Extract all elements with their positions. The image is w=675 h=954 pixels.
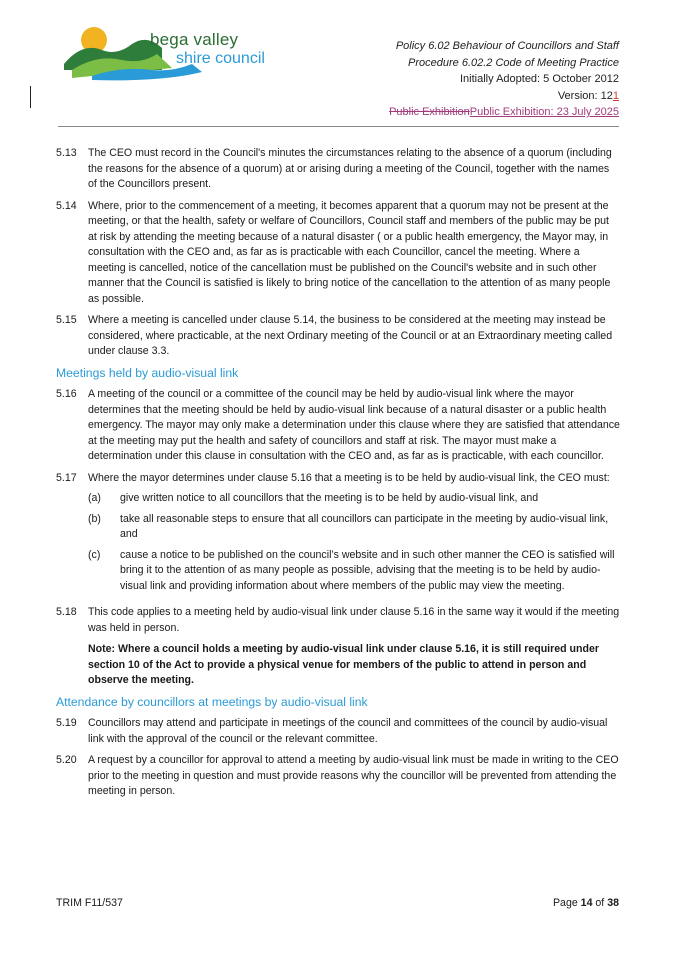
- exhibition-inserted: Public Exhibition:: [469, 106, 557, 118]
- sub-item-text: cause a notice to be published on the council’s website and in such other manner the CEO is satisfied will bring it to the attention of as many people as possible, advising that the meeting is to be held by audio-visual link and providing information about where members of the public may view the meeting.: [120, 548, 615, 592]
- of-word: of: [592, 897, 608, 909]
- page-number: [553, 897, 619, 909]
- clause: [56, 716, 620, 747]
- procedure-title: Procedure 6.02.2 Code of Meeting Practice: [408, 56, 619, 69]
- total-pages: 38: [607, 897, 619, 909]
- logo-text-shire-council: shire council: [176, 50, 265, 67]
- council-logo: [62, 20, 282, 90]
- sub-item: [88, 548, 620, 595]
- sub-item: [88, 512, 620, 543]
- clause-text: Where a meeting is cancelled under clause 5.14, the business to be considered at the meeting may instead be considered, where practicable, at the next Ordinary meeting of the Council or at an Extraordinary meeting called under clause 3.3.: [88, 314, 613, 357]
- sub-item-label: (a): [88, 492, 101, 504]
- clause: [56, 387, 620, 465]
- logo-text-bega-valley: bega valley: [150, 30, 239, 49]
- clause-text: A meeting of the council or a committee of the council may be held by audio-visual link where the mayor determines that the meeting should be held by audio-visual link because of a natural disaster or a public health emergency. The mayor may only make a determination under this clause where they are satisfied that attendance at the meeting may put the health and safety of councillors and staff at risk. The mayor must make a determination under this clause in consultation with the CEO and, as far as is practicable, with each councillor.: [88, 388, 620, 462]
- clause-number: 5.20: [56, 754, 77, 766]
- change-bar: [30, 86, 31, 108]
- clause-number: 5.18: [56, 606, 77, 618]
- page-footer: [56, 897, 619, 909]
- clause-number: 5.16: [56, 388, 77, 400]
- document-header: [389, 38, 619, 121]
- exhibition-deleted: Public Exhibition: [389, 106, 470, 118]
- document-body: [56, 146, 620, 806]
- clause: [56, 471, 620, 600]
- clause-text: Where, prior to the commencement of a meeting, it becomes apparent that a quorum may not be present at the meeting, or that the health, safety or welfare of Councillors, Council staff and members of the public may be put at risk by attending the meeting because of a natural disaster ( or a public health emergency, the Mayor may, in consultation with the CEO and, as far as is practicable with each Councillor, cancel the meeting. Where a meeting is cancelled, notice of the cancellation must be published on the Council's website and in such other manner that the Council is satisfied is likely to bring notice of the cancellation to the attention of as many people as possible.: [88, 199, 611, 305]
- clause: [56, 199, 620, 308]
- policy-title: Policy 6.02 Behaviour of Councillors and Staff: [395, 40, 619, 52]
- exhibition-date: 23 July 2025: [556, 106, 619, 118]
- adopted-date: Initially Adopted: 5 October 2012: [460, 73, 619, 85]
- exhibition-line: [389, 104, 619, 121]
- clause-text: Councillors may attend and participate in meetings of the council and committees of the council by audio-visual link with the approval of the council or the relevant committee.: [88, 717, 608, 745]
- clause-number: 5.17: [56, 471, 77, 484]
- sub-item-text: give written notice to all councillors that the meeting is to be held by audio-visual link, and: [120, 492, 539, 504]
- clause: [56, 313, 620, 360]
- clause-number: 5.15: [56, 314, 77, 326]
- trim-reference: TRIM F11/537: [56, 897, 123, 909]
- clause-number: 5.13: [56, 147, 77, 159]
- page-word: Page: [552, 897, 581, 909]
- note-paragraph: Note: Where a council holds a meeting by audio-visual link under clause 5.16, it is still required under section 10 of the Act to provide a physical venue for members of the public to attend in person and observe the meeting.: [88, 643, 599, 686]
- clause-body: [88, 471, 620, 600]
- clause-text: A request by a councillor for approval to attend a meeting by audio-visual link must be made in writing to the CEO prior to the meeting in question and must provide reasons why the councillor will be prevented from attending the meeting in person.: [88, 754, 619, 797]
- header-divider: [58, 126, 619, 127]
- clause: [56, 753, 620, 800]
- version-label: Version: 12: [557, 89, 613, 102]
- version-change: 1: [612, 89, 619, 102]
- sub-item: [88, 491, 620, 507]
- clause-text: The CEO must record in the Council's minutes the circumstances relating to the absence of a quorum (including the reasons for the absence of a quorum) at or arising during a meeting of the Council, together with the names of the Councillors present.: [88, 147, 612, 190]
- version-line: [389, 88, 619, 105]
- section-heading-attendance: Attendance by councillors at meetings by audio-visual link: [56, 694, 368, 709]
- clause-text: This code applies to a meeting held by audio-visual link under clause 5.16 in the same way it would if the meeting was held in person.: [88, 606, 620, 634]
- sub-item-label: (b): [88, 512, 101, 525]
- clause-number: 5.14: [56, 199, 77, 212]
- clause: [56, 146, 620, 193]
- current-page: 14: [580, 897, 593, 909]
- section-heading-audio-visual: Meetings held by audio-visual link: [56, 365, 239, 380]
- clause-number: 5.19: [56, 717, 77, 729]
- sub-item-text: take all reasonable steps to ensure that all councillors can participate in the meeting by audio-visual link, and: [120, 512, 609, 540]
- clause: [56, 605, 620, 636]
- sub-item-label: (c): [88, 548, 101, 561]
- clause-text: Where the mayor determines under clause 5.16 that a meeting is to be held by audio-visual link, the CEO must:: [88, 471, 610, 484]
